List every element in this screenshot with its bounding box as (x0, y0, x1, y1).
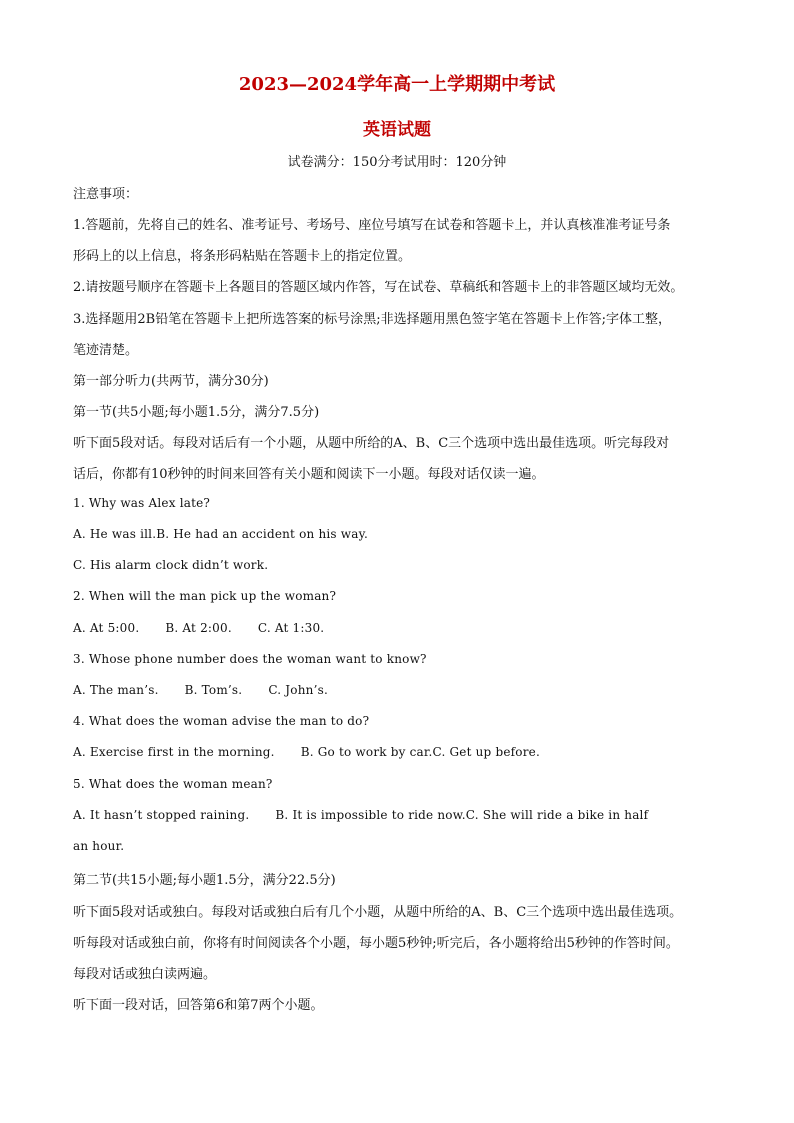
section1-instruction-line-1: 听下面5段对话。每段对话后有一个小题，从题中所给的A、B、C三个选项中选出最佳选项。听完每段对 (73, 436, 670, 451)
question-1: 1. Why was Alex late? (73, 496, 211, 510)
question-2-options (73, 621, 733, 635)
question-5-option-c-continued: an hour. (73, 839, 125, 853)
question-4: 4. What does the woman advise the man to do? (73, 714, 370, 728)
question-5: 5. What does the woman mean? (73, 777, 273, 791)
question-4-options-bc: B. Go to work by car.C. Get up before. (300, 745, 540, 759)
question-2-option-a: A. At 5:00. (73, 621, 140, 635)
note-2: 2.请按题号顺序在答题卡上各题目的答题区域内作答，写在试卷、草稿纸和答题卡上的非答题区域均无效。 (73, 280, 684, 295)
question-4-options (73, 745, 733, 759)
exam-title: 2023—2024学年高一上学期期中考试 (238, 74, 556, 95)
question-5-options (73, 808, 733, 822)
section2-instruction-line-2: 听每段对话或独白前，你将有时间阅读各个小题，每小题5秒钟;听完后，各小题将给出5秒钟的作答时间。 (73, 936, 679, 951)
section2-instruction-line-1: 听下面5段对话或独白。每段对话或独白后有几个小题，从题中所给的A、B、C三个选项中选出最佳选项。 (73, 905, 683, 920)
notes-heading: 注意事项： (73, 187, 139, 202)
exam-subtitle: 英语试题 (363, 120, 431, 140)
question-3: 3. Whose phone number does the woman want to know? (73, 652, 427, 666)
question-2-option-c: C. At 1:30. (257, 621, 325, 635)
question-3-option-c: C. John’s. (268, 683, 328, 697)
section1-heading: 第一节(共5小题;每小题1.5分，满分7.5分) (73, 405, 320, 420)
question-5-option-a: A. It hasn’t stopped raining. (73, 808, 250, 822)
section2-instruction-line-3: 每段对话或独白读两遍。 (73, 967, 217, 982)
note-3-line-2: 笔迹清楚。 (73, 343, 139, 358)
question-4-option-a: A. Exercise first in the morning. (73, 745, 275, 759)
question-3-option-a: A. The man’s. (73, 683, 159, 697)
section2-heading: 第二节(共15小题;每小题1.5分，满分22.5分) (73, 873, 336, 888)
question-5-options-bc: B. It is impossible to ride now.C. She will ride a bike in half (275, 808, 649, 822)
question-2-option-b: B. At 2:00. (165, 621, 232, 635)
exam-info: 试卷满分：150分考试用时：120分钟 (287, 155, 507, 170)
question-3-options (73, 683, 733, 697)
note-3-line-1: 3.选择题用2B铅笔在答题卡上把所选答案的标号涂黑;非选择题用黑色签字笔在答题卡上作答;字体工整， (73, 312, 671, 327)
part1-heading: 第一部分听力(共两节，满分30分) (73, 374, 269, 389)
note-1-line-2: 形码上的以上信息，将条形码粘贴在答题卡上的指定位置。 (73, 249, 412, 264)
section2-next-instruction: 听下面一段对话，回答第6和第7两个小题。 (73, 998, 324, 1013)
note-1-line-1: 1.答题前，先将自己的姓名、准考证号、考场号、座位号填写在试卷和答题卡上，并认真核准准考证号条 (73, 218, 671, 233)
question-1-option-c: C. His alarm clock didn’t work. (73, 558, 269, 572)
question-2: 2. When will the man pick up the woman? (73, 589, 337, 603)
question-3-option-b: B. Tom’s. (184, 683, 243, 697)
question-1-options-ab: A. He was ill.B. He had an accident on his way. (73, 527, 369, 541)
section1-instruction-line-2: 话后，你都有10秒钟的时间来回答有关小题和阅读下一小题。每段对话仅读一遍。 (73, 467, 545, 482)
